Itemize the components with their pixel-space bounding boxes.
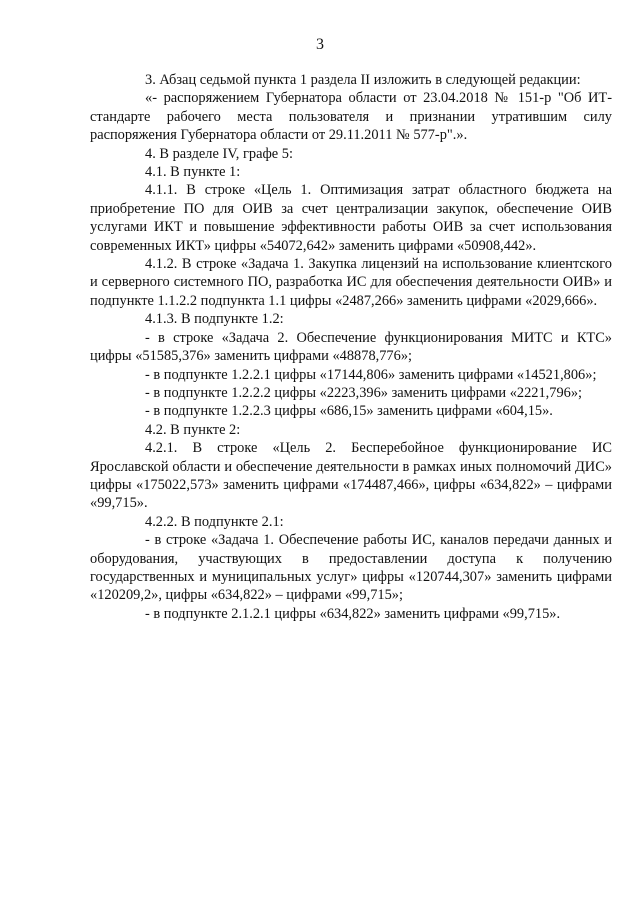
list-item-task-2: - в строке «Задача 2. Обеспечение функционирования МИТС и КТС» цифры «51585,376» заменить цифрами «48878,776»; xyxy=(90,329,612,365)
paragraph-4-2-1: 4.2.1. В строке «Цель 2. Бесперебойное функционирование ИС Ярославской области и обеспечение деятельности в рамках иных полномочий ДИС» цифры «175022,573» заменить цифрами «174487,466», цифры «634,822» – цифрами «99,715». xyxy=(90,440,612,512)
paragraph-4-1-1: 4.1.1. В строке «Цель 1. Оптимизация затрат областного бюджета на приобретение ПО для ОИВ за счет централизации закупок, обеспечение ОИВ услугами ИКТ и повышение эффективности работы ОИВ за счет использования современных ИКТ» цифры «54072,642» заменить цифрами «50908,442». xyxy=(90,182,612,254)
list-item-2-1-2-1: - в подпункте 2.1.2.1 цифры «634,822» заменить цифрами «99,715». xyxy=(145,605,561,622)
document-body xyxy=(90,71,612,623)
paragraph-section-3-intro: 3. Абзац седьмой пункта 1 раздела II изложить в следующей редакции: xyxy=(145,72,581,88)
paragraph-section-4: 4. В разделе IV, графе 5: xyxy=(145,145,293,162)
list-item-task-1: - в строке «Задача 1. Обеспечение работы ИС, каналов передачи данных и оборудования, участвующих в предоставлении доступа к получению государственных и муниципальных услуг» цифры «120744,307» заменить цифрами «120209,2», цифры «634,822» – цифрами «99,715»; xyxy=(90,532,612,604)
paragraph-4-2: 4.2. В пункте 2: xyxy=(145,421,241,438)
paragraph-4-1-3: 4.1.3. В подпункте 1.2: xyxy=(145,311,284,328)
paragraph-4-2-2: 4.2.2. В подпункте 2.1: xyxy=(145,513,284,530)
paragraph-4-1: 4.1. В пункте 1: xyxy=(145,164,241,181)
paragraph-section-3-text: «- распоряжением Губернатора области от 23.04.2018 № 151-р "Об ИТ-стандарте рабочего места пользователя и признании утратившим силу распоряжения Губернатора области от 29.11.2011 № 577-р".». xyxy=(90,90,612,144)
list-item-1-2-2-1: - в подпункте 1.2.2.1 цифры «17144,806» заменить цифрами «14521,806»; xyxy=(145,366,597,383)
page-number: 3 xyxy=(316,36,324,53)
list-item-1-2-2-2: - в подпункте 1.2.2.2 цифры «2223,396» заменить цифрами «2221,796»; xyxy=(145,384,583,401)
list-item-1-2-2-3: - в подпункте 1.2.2.3 цифры «686,15» заменить цифрами «604,15». xyxy=(145,403,553,420)
paragraph-4-1-2: 4.1.2. В строке «Задача 1. Закупка лицензий на использование клиентского и серверного системного ПО, разработка ИС для обеспечения деятельности ОИВ» и подпункте 1.1.2.2 подпункта 1.1 цифры «2487,266» заменить цифрами «2029,666». xyxy=(90,256,612,309)
